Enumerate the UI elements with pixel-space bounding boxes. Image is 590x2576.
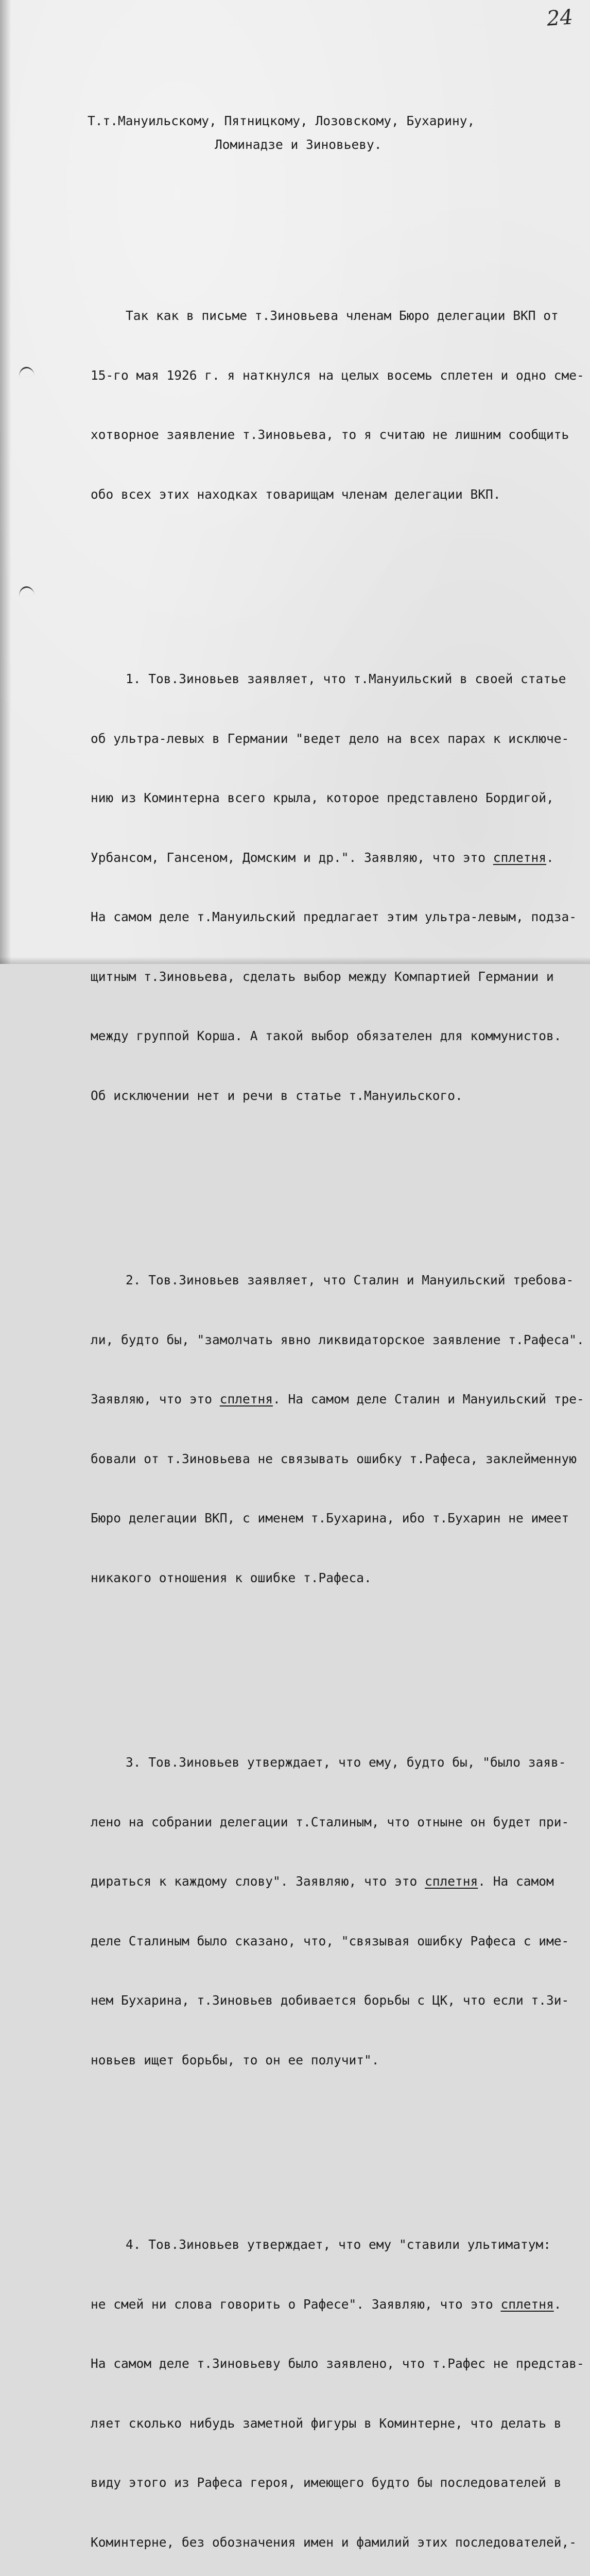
text-line: Коминтерне, без обозначения имен и фамилий этих последователей,- [91, 2534, 577, 2550]
text-line: Об исключении нет и речи в статье т.Мануильского. [91, 1088, 463, 1103]
text-line: виду этого из Рафеса героя, имеющего будто бы последователей в [91, 2475, 562, 2490]
text-segment: . [553, 2296, 562, 2312]
text-line: ляет сколько нибудь заметной фигуры в Коминтерне, что делать в [91, 2415, 562, 2431]
text-line: деле Сталиным было сказано, что, "связывая ошибку Рафеса с име- [91, 1933, 569, 1948]
text-line: 1. Тов.Зиновьев заявляет, что т.Мануильский в своей статье [126, 671, 566, 686]
text-line: нем Бухарина, т.Зиновьев добивается борьбы с ЦК, что если т.Зи- [91, 1993, 569, 2008]
punch-hole-mark [18, 585, 34, 597]
scan-shadow-left [0, 0, 11, 964]
paragraph-point-4 [91, 2195, 584, 2576]
text-line: бовали от т.Зиновьева не связывать ошибку т.Рафеса, заклейменную [91, 1451, 577, 1466]
text-line: нию из Коминтерна всего крыла, которое представлено Бордигой, [91, 790, 554, 805]
page-number: 24 [546, 5, 574, 31]
underlined-word: сплетня [425, 1874, 478, 1889]
paragraph-intro [91, 266, 584, 544]
underlined-word: сплетня [493, 850, 547, 865]
text-segment: не смей ни слова говорить о Рафесе". Заявляю, что это [91, 2296, 501, 2312]
underlined-word: сплетня [500, 2296, 554, 2312]
text-segment: Заявляю, что это [91, 1392, 220, 1406]
text-line: новьев ищет борьбы, то он ее получит". [91, 2052, 379, 2067]
text-line: ли, будто бы, "замолчать явно ликвидаторское заявление т.Рафеса". [91, 1332, 584, 1347]
paragraph-point-2 [91, 1231, 584, 1628]
address-block [88, 109, 551, 157]
text-line: об ультра-левых в Германии "ведет дело на всех парах к исключе- [91, 731, 569, 746]
text-line: Так как в письме т.Зиновьева членам Бюро делегации ВКП от [126, 308, 559, 323]
text-segment: . На самом деле Сталин и Мануильский тре- [273, 1392, 584, 1406]
text-line: 4. Тов.Зиновьев утверждает, что ему "ставили ультиматум: [126, 2237, 551, 2252]
text-line: 15-го мая 1926 г. я наткнулся на целых восемь сплетен и одно сме- [91, 367, 584, 383]
text-line: 2. Тов.Зиновьев заявляет, что Сталин и Мануильский требова- [126, 1273, 574, 1287]
text-line: 3. Тов.Зиновьев утверждает, что ему, будто бы, "было заяв- [126, 1755, 566, 1770]
address-line-1: Т.т.Мануильскому, Пятницкому, Лозовскому, Бухарину, [88, 113, 475, 128]
underlined-word: сплетня [219, 1392, 273, 1406]
text-line: обо всех этих находках товарищам членам делегации ВКП. [91, 486, 501, 502]
text-line: между группой Корша. А такой выбор обязателен для коммунистов. [91, 1028, 562, 1043]
text-line: хотворное заявление т.Зиновьева, то я считаю не лишним сообщить [91, 427, 569, 442]
paragraph-point-3 [91, 1713, 575, 2110]
text-line: На самом деле т.Зиновьеву было заявлено, что т.Рафес не представ- [91, 2356, 584, 2371]
text-segment: . [546, 850, 554, 865]
text-line [91, 1872, 575, 1892]
text-line: На самом деле т.Мануильский предлагает этим ультра-левым, подза- [91, 909, 577, 924]
text-line: никакого отношения к ошибке т.Рафеса. [91, 1570, 372, 1585]
text-segment: дираться к каждому слову". Заявляю, что это [91, 1874, 425, 1889]
punch-hole-mark [18, 366, 34, 378]
text-line: лено на собрании делегации т.Сталиным, что отныне он будет при- [91, 1814, 569, 1829]
text-segment: . На самом [478, 1874, 554, 1889]
text-segment: Урбансом, Гансеном, Домским и др.". Заявляю, что это [91, 850, 493, 865]
letter-body [91, 187, 584, 2576]
paragraph-point-1 [91, 630, 575, 1145]
text-line: Бюро делегации ВКП, с именем т.Бухарина, ибо т.Бухарин не имеет [91, 1511, 569, 1526]
text-line [91, 2295, 575, 2315]
address-line-2: Ломинадзе и Зиновьеву. [215, 137, 382, 152]
text-line [91, 848, 575, 868]
text-line [91, 1389, 584, 1410]
text-line: щитным т.Зиновьева, сделать выбор между Компартией Германии и [91, 969, 554, 984]
